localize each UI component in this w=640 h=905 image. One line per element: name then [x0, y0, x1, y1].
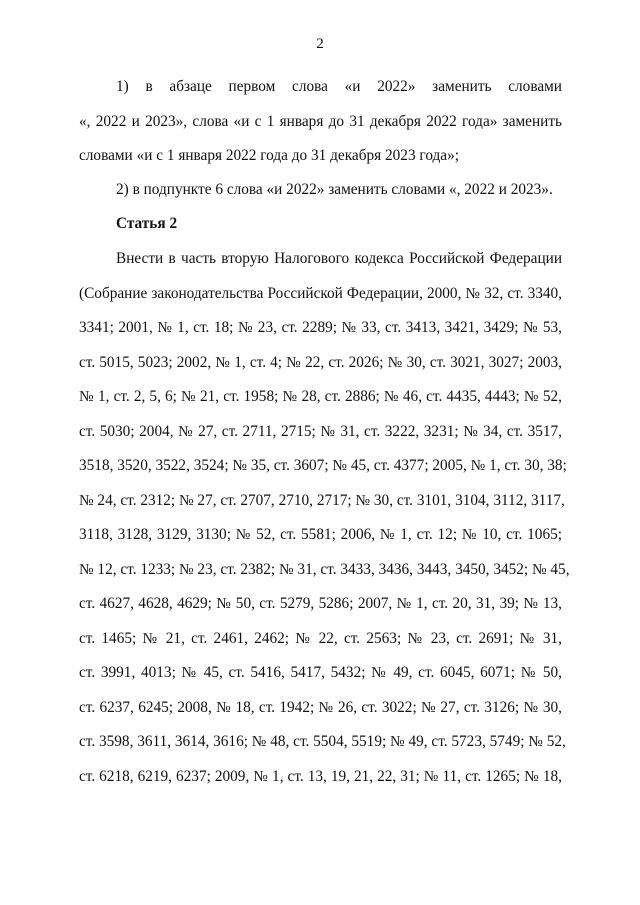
paragraph-line: Внести в часть вторую Налогового кодекса Российской Федерации: [116, 250, 562, 267]
paragraph-line: 3518, 3520, 3522, 3524; № 35, ст. 3607; № 45, ст. 4377; 2005, № 1, ст. 30, 38;: [79, 457, 567, 474]
paragraph-item-2: [79, 173, 562, 208]
paragraph-line: ст. 5030; 2004, № 27, ст. 2711, 2715; № 31, ст. 3222, 3231; № 34, ст. 3517,: [79, 422, 562, 440]
paragraph-line: 3118, 3128, 3129, 3130; № 52, ст. 5581; 2006, № 1, ст. 12; № 10, ст. 1065;: [79, 526, 562, 543]
paragraph-line: ст. 6218, 6219, 6237; 2009, № 1, ст. 13, 19, 21, 22, 31; № 11, ст. 1265; № 18,: [79, 767, 562, 785]
paragraph-line: 3341; 2001, № 1, ст. 18; № 23, ст. 2289; № 33, ст. 3413, 3421, 3429; № 53,: [79, 319, 562, 336]
paragraph-line: словами «и с 1 января 2022 года до 31 декабря 2023 года»;: [79, 147, 459, 164]
paragraph-line: № 24, ст. 2312; № 27, ст. 2707, 2710, 2717; № 30, ст. 3101, 3104, 3112, 3117,: [79, 491, 565, 509]
paragraph-article-2: [79, 242, 570, 794]
paragraph-line: № 12, ст. 1233; № 23, ст. 2382; № 31, ст. 3433, 3436, 3443, 3450, 3452; № 45,: [79, 560, 570, 578]
paragraph-item-1: [79, 70, 562, 174]
paragraph-line: ст. 5015, 5023; 2002, № 1, ст. 4; № 22, ст. 2026; № 30, ст. 3021, 3027; 2003,: [79, 353, 562, 371]
article-heading-block: [79, 207, 562, 242]
paragraph-line: «, 2022 и 2023», слова «и с 1 января до 31 декабря 2022 года» заменить: [79, 112, 562, 130]
paragraph-line: № 1, ст. 2, 5, 6; № 21, ст. 1958; № 28, ст. 2886; № 46, ст. 4435, 4443; № 52,: [79, 388, 562, 405]
paragraph-line: ст. 1465; № 21, ст. 2461, 2462; № 22, ст. 2563; № 23, ст. 2691; № 31,: [79, 629, 562, 647]
paragraph-line: ст. 3991, 4013; № 45, ст. 5416, 5417, 5432; № 49, ст. 6045, 6071; № 50,: [79, 664, 562, 681]
page-number: 2: [316, 36, 324, 52]
paragraph-line: 1) в абзаце первом слова «и 2022» заменить словами: [116, 78, 562, 95]
paragraph-line: 2) в подпункте 6 слова «и 2022» заменить словами «, 2022 и 2023».: [116, 181, 553, 198]
article-heading: Статья 2: [116, 215, 178, 232]
paragraph-line: ст. 4627, 4628, 4629; № 50, ст. 5279, 5286; 2007, № 1, ст. 20, 31, 39; № 13,: [79, 595, 562, 612]
paragraph-line: (Собрание законодательства Российской Федерации, 2000, № 32, ст. 3340,: [79, 284, 562, 302]
paragraph-line: ст. 6237, 6245; 2008, № 18, ст. 1942; № 26, ст. 3022; № 27, ст. 3126; № 30,: [79, 698, 562, 716]
paragraph-line: ст. 3598, 3611, 3614, 3616; № 48, ст. 5504, 5519; № 49, ст. 5723, 5749; № 52,: [79, 733, 566, 750]
